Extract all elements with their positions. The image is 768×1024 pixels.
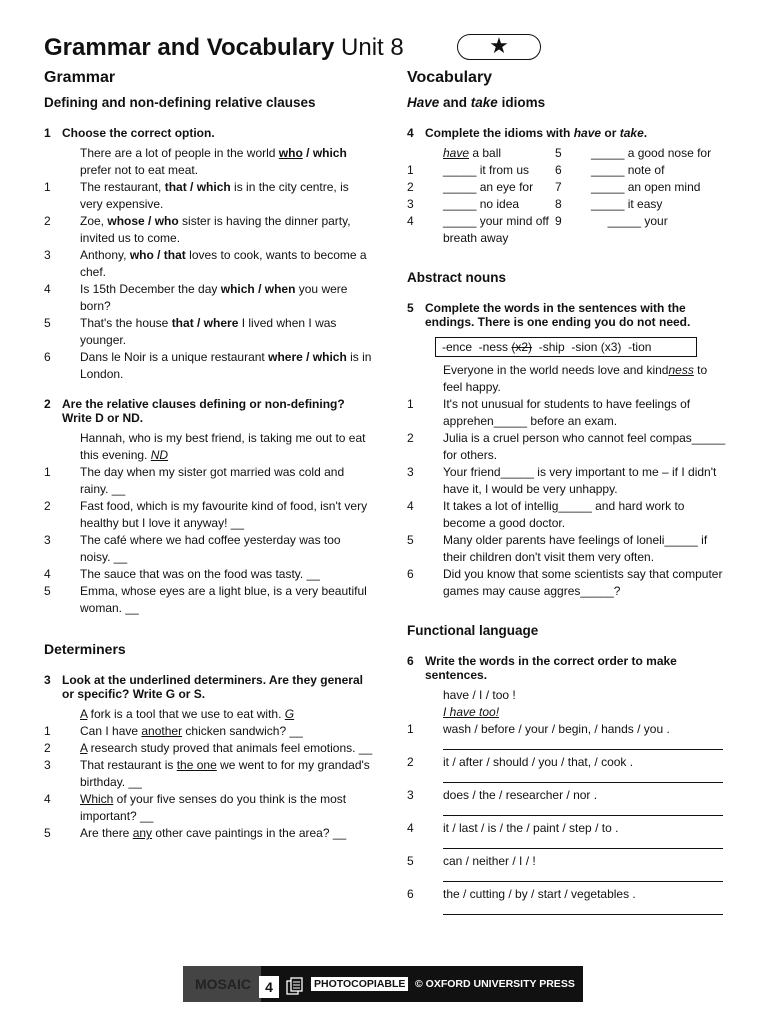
task-1-example: There are a lot of people in the world who / which prefer not to eat meat. — [80, 146, 347, 177]
task-5-item[interactable]: 2 Julia is a cruel person who cannot feel compas_____ for others. — [407, 431, 726, 462]
answer-line[interactable] — [443, 804, 723, 816]
idiom-tail: breath away — [443, 231, 509, 245]
idiom-item[interactable]: _____ an open mind — [591, 180, 701, 194]
task-1-item[interactable]: 4 Is 15th December the day which / when you were born? — [44, 282, 348, 313]
answer-line[interactable] — [443, 837, 723, 849]
task-3-instruction: 3 Look at the underlined determiners. Are they general or specific? Write G or S. — [44, 673, 363, 701]
idiom-item[interactable]: _____ it easy — [591, 197, 663, 211]
task-6-example: have / I / too ! — [443, 688, 516, 702]
task-1-item[interactable]: 1 The restaurant, that / which is in the city centre, is very expensive. — [44, 180, 349, 211]
task-2-item[interactable]: 4 The sauce that was on the food was tasty. __ — [44, 567, 320, 581]
section-grammar: Grammar — [44, 69, 116, 86]
photocopiable-label: PHOTOCOPIABLE — [311, 977, 408, 991]
task-4-instruction: 4 Complete the idioms with have or take. — [407, 126, 648, 140]
sub-relative-clauses: Defining and non-defining relative clauses — [44, 95, 316, 110]
page-number: 4 — [259, 976, 279, 998]
right-column — [407, 68, 727, 919]
left-column — [44, 68, 374, 842]
photocopy-icon — [285, 976, 305, 996]
task-3-item[interactable]: 1 Can I have another chicken sandwich? __ — [44, 724, 303, 738]
task-5-example: Everyone in the world needs love and kindness to feel happy. — [443, 363, 708, 394]
task-6-item[interactable]: 3 does / the / researcher / nor . — [407, 787, 727, 820]
task-1-item[interactable]: 2 Zoe, whose / who sister is having the dinner party, invited us to come. — [44, 214, 351, 245]
task-2-item[interactable]: 3 The café where we had coffee yesterday was too noisy. __ — [44, 533, 341, 564]
page-title — [44, 34, 404, 62]
answer-line[interactable] — [443, 870, 723, 882]
task-5-list — [407, 362, 727, 600]
task-1-item[interactable]: 6 Dans le Noir is a unique restaurant where / which is in London. — [44, 350, 372, 381]
brand-mosaic: MOSAIC — [183, 966, 261, 1002]
star-level-badge — [457, 34, 541, 60]
idiom-item[interactable]: _____ an eye for — [443, 180, 534, 194]
task-5-item[interactable]: 3 Your friend_____ is very important to me – if I didn't have it, I would be very unhappy. — [407, 465, 717, 496]
task-5-item[interactable]: 5 Many older parents have feelings of loneli_____ if their children don't visit them very often. — [407, 533, 708, 564]
idiom-item[interactable]: _____ a good nose for — [591, 146, 712, 160]
task-1-item[interactable]: 5 That's the house that / where I lived when I was younger. — [44, 316, 337, 347]
star-icon: ★ — [489, 33, 509, 58]
task-2-example: Hannah, who is my best friend, is taking me out to eat this evening. ND — [80, 431, 366, 462]
task-3-example: A fork is a tool that we use to eat with. G — [80, 707, 295, 721]
task-3-item[interactable]: 3 That restaurant is the one we went to for my grandad's birthday. __ — [44, 758, 370, 789]
sub-functional-language: Functional language — [407, 623, 539, 638]
task-6-item[interactable]: 5 can / neither / I / ! — [407, 853, 727, 886]
task-3-item[interactable]: 5 Are there any other cave paintings in the area? __ — [44, 826, 347, 840]
task-4-idiom-grid: have a ball 5 _____ a good nose for 1 _____ it from us 6 _____ note of 2 _____ an eye for 7 _____ an open mind 3 _____ no idea 8 _____ it easy 4 _____ your mind off 9 _____ your breath away — [407, 145, 727, 247]
task-2-item[interactable]: 5 Emma, whose eyes are a light blue, is a very beautiful woman. __ — [44, 584, 367, 615]
idiom-item[interactable]: _____ note of — [591, 163, 665, 177]
task-6-item[interactable]: 4 it / last / is / the / paint / step / to . — [407, 820, 727, 853]
title-bold: Grammar and Vocabulary — [44, 34, 335, 61]
task-3-item[interactable]: 4 Which of your five senses do you think is the most important? __ — [44, 792, 347, 823]
idiom-item[interactable]: _____ your — [591, 214, 668, 228]
footer-bar — [183, 966, 583, 1002]
task-2-instruction: 2 Are the relative clauses defining or non-defining? Write D or ND. — [44, 397, 345, 425]
task-5-instruction: 5 Complete the words in the sentences with the endings. There is one ending you do not need. — [407, 301, 691, 329]
task-2-item[interactable]: 1 The day when my sister got married was cold and rainy. __ — [44, 465, 345, 496]
task-6-item[interactable]: 6 the / cutting / by / start / vegetables . — [407, 886, 727, 919]
answer-line[interactable] — [443, 738, 723, 750]
task-2-item[interactable]: 2 Fast food, which is my favourite kind of food, isn't very healthy but I love it anyway! __ — [44, 499, 368, 530]
task-6-example-answer: I have too! — [443, 705, 500, 719]
task-3-item[interactable]: 2 A research study proved that animals feel emotions. __ — [44, 741, 373, 755]
endings-box: -ence -ness (x2) -ship -sion (x3) -tion — [435, 337, 697, 357]
idiom-item[interactable]: _____ no idea — [443, 197, 520, 211]
idiom-item[interactable]: _____ your mind off — [443, 214, 549, 228]
sub-abstract-nouns: Abstract nouns — [407, 270, 507, 285]
idiom-item[interactable]: _____ it from us — [443, 163, 530, 177]
section-determiners: Determiners — [44, 641, 126, 657]
task-3-list — [44, 706, 374, 842]
task-1-item[interactable]: 3 Anthony, who / that loves to cook, wants to become a chef. — [44, 248, 367, 279]
task-1-list — [44, 145, 374, 383]
task-6-list — [407, 687, 727, 919]
task-5-item[interactable]: 4 It takes a lot of intellig_____ and hard work to become a good doctor. — [407, 499, 685, 530]
sub-idioms: Have and take idioms — [407, 95, 546, 110]
answer-line[interactable] — [443, 771, 723, 783]
task-2-list — [44, 430, 374, 617]
answer-line[interactable] — [443, 903, 723, 915]
idiom-item[interactable]: have a ball — [443, 146, 502, 160]
task-6-instruction: 6 Write the words in the correct order to make sentences. — [407, 654, 677, 682]
task-6-item[interactable]: 2 it / after / should / you / that, / cook . — [407, 754, 727, 787]
publisher-label: © OXFORD UNIVERSITY PRESS — [415, 978, 575, 990]
task-1-instruction: 1 Choose the correct option. — [44, 126, 215, 140]
task-6-item[interactable]: 1 wash / before / your / begin, / hands / you . — [407, 721, 727, 754]
task-5-item[interactable]: 1 It's not unusual for students to have feelings of apprehen_____ before an exam. — [407, 397, 691, 428]
title-unit: Unit 8 — [341, 34, 404, 61]
task-5-item[interactable]: 6 Did you know that some scientists say that computer games may cause aggres_____? — [407, 567, 723, 598]
section-vocabulary: Vocabulary — [407, 69, 493, 86]
